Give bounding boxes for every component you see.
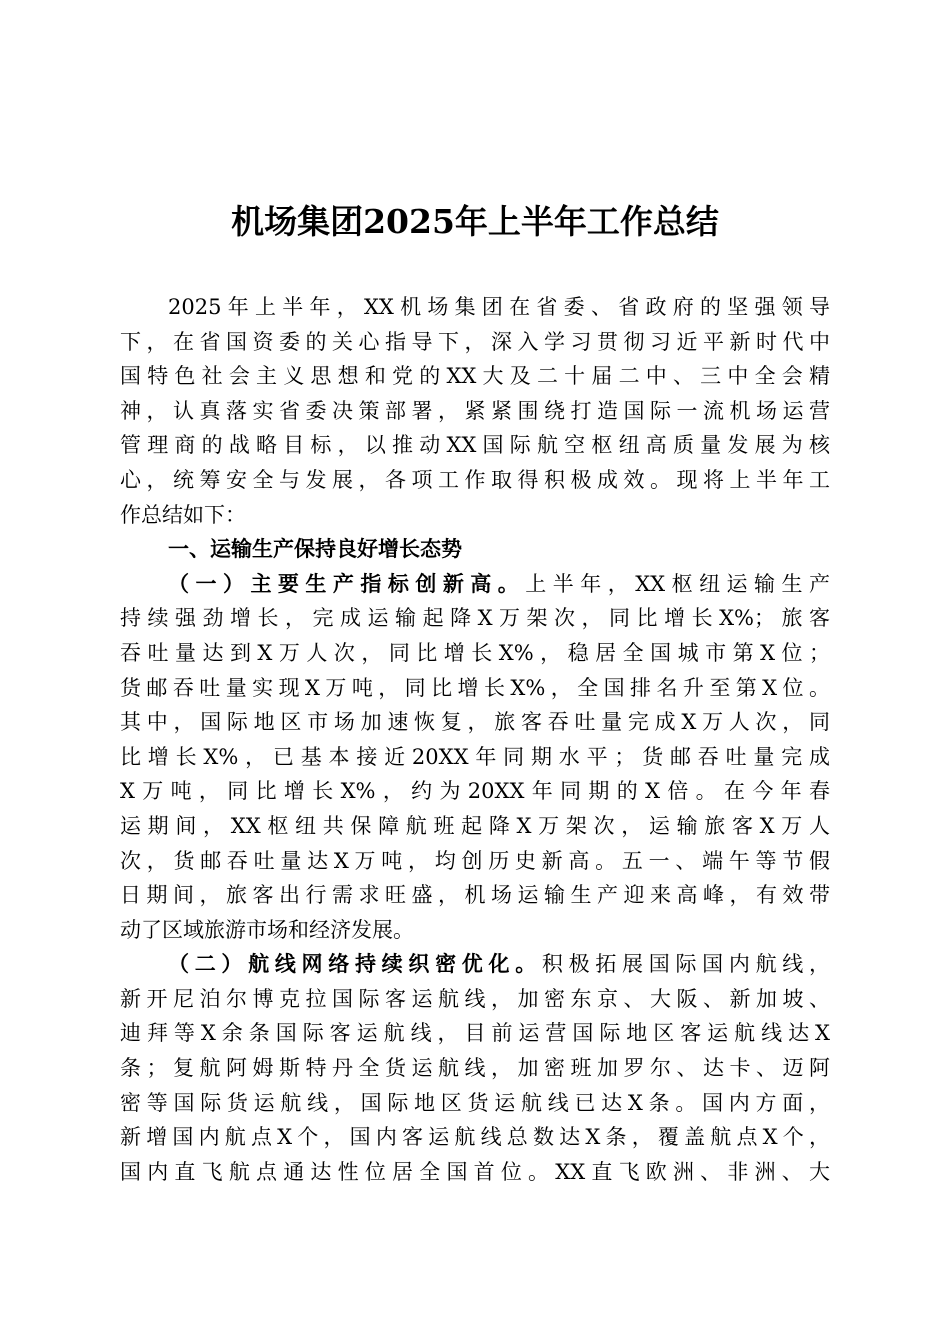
subsection-1-first-line xyxy=(120,567,830,602)
subsection-1-line: 上半年，XX枢纽运输生产 xyxy=(525,571,831,596)
subsection-1-line: X万吨，同比增长X%，约为20XX年同期的X倍。在今年春 xyxy=(120,779,830,804)
subsection-1-lead: （一）主要生产指标创新高。 xyxy=(168,570,526,596)
subsection-2-line: 新增国内航点X个，国内客运航线总数达X条，覆盖航点X个， xyxy=(120,1125,830,1150)
document-body xyxy=(120,290,830,1189)
subsection-2-line: 条；复航阿姆斯特丹全货运航线，加密班加罗尔、达卡、迈阿 xyxy=(120,1056,830,1081)
section-heading: 一、运输生产保持良好增长态势 xyxy=(168,537,462,562)
subsection-2-line: 国内直飞航点通达性位居全国首位。XX直飞欧洲、非洲、大 xyxy=(120,1159,830,1184)
subsection-2-line: 新开尼泊尔博克拉国际客运航线，加密东京、大阪、新加坡、 xyxy=(120,986,830,1011)
intro-line: 2025年上半年，XX机场集团在省委、省政府的坚强领导 xyxy=(168,295,830,319)
intro-line: 下，在省国资委的关心指导下，深入学习贯彻习近平新时代中 xyxy=(120,329,830,354)
subsection-1-line: 持续强劲增长，完成运输起降X万架次，同比增长X%；旅客 xyxy=(120,606,830,631)
subsection-2-line: 密等国际货运航线，国际地区货运航线已达X条。国内方面， xyxy=(120,1090,830,1115)
subsection-2-line: 积极拓展国际国内航线， xyxy=(541,952,831,977)
subsection-1-line: 其中，国际地区市场加速恢复，旅客吞吐量完成X万人次，同 xyxy=(120,710,830,735)
intro-line: 心，统筹安全与发展，各项工作取得积极成效。现将上半年工 xyxy=(120,467,830,492)
subsection-1-line: 吞吐量达到X万人次，同比增长X%，稳居全国城市第X位； xyxy=(120,640,830,665)
subsection-1-line: 比增长X%，已基本接近20XX年同期水平；货邮吞吐量完成 xyxy=(120,744,830,769)
subsection-1-line: 次，货邮吞吐量达X万吨，均创历史新高。五一、端午等节假 xyxy=(120,848,830,873)
subsection-1-line: 货邮吞吐量实现X万吨，同比增长X%，全国排名升至第X位。 xyxy=(120,675,830,700)
subsection-2-line: 迪拜等X余条国际客运航线，目前运营国际地区客运航线达X xyxy=(120,1021,830,1046)
subsection-1-line: 日期间，旅客出行需求旺盛，机场运输生产迎来高峰，有效带 xyxy=(120,883,830,908)
document-title: 机场集团2025年上半年工作总结 xyxy=(231,202,719,241)
subsection-1-line: 运期间，XX枢纽共保障航班起降X万架次，运输旅客X万人 xyxy=(120,813,830,838)
intro-line: 作总结如下： xyxy=(120,502,246,527)
intro-line: 管理商的战略目标，以推动XX国际航空枢纽高质量发展为核 xyxy=(120,433,830,458)
subsection-2-first-line xyxy=(120,947,830,982)
intro-line: 神，认真落实省委决策部署，紧紧围绕打造国际一流机场运营 xyxy=(120,398,830,423)
subsection-2-lead: （二）航线网络持续织密优化。 xyxy=(168,951,542,977)
subsection-1-line: 动了区域旅游市场和经济发展。 xyxy=(120,917,414,942)
intro-line: 国特色社会主义思想和党的XX大及二十届二中、三中全会精 xyxy=(120,364,830,389)
